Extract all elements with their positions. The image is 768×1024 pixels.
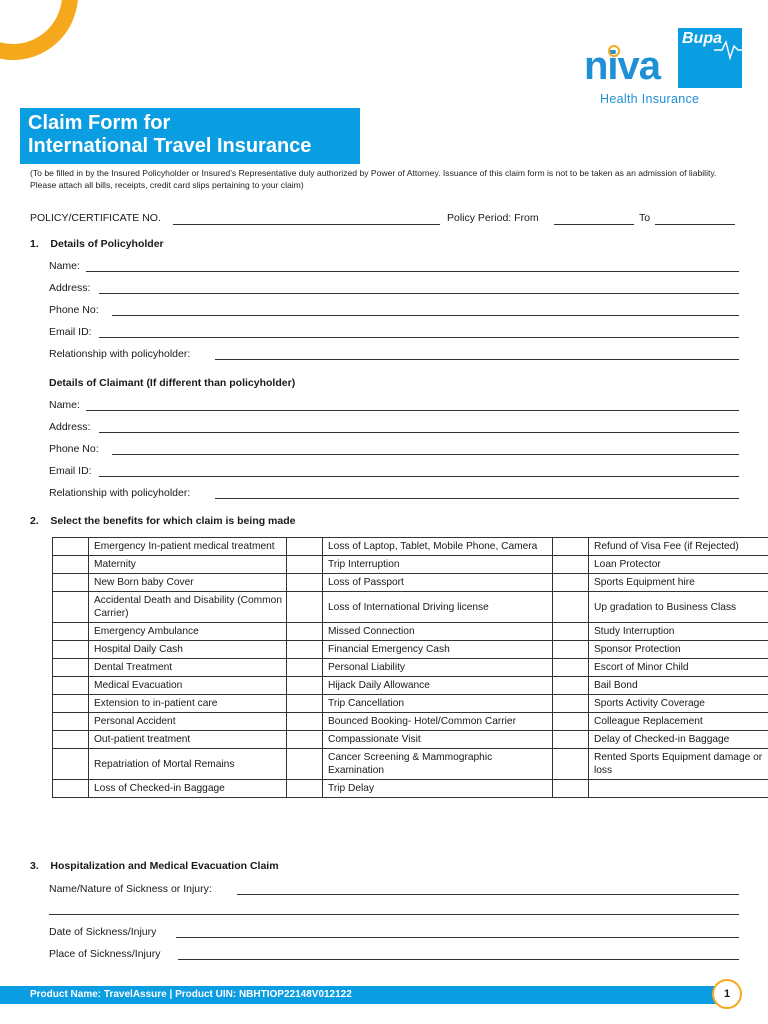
policyholder-email-field[interactable] [99, 337, 739, 338]
benefit-label: Emergency In-patient medical treatment [89, 538, 287, 556]
benefit-label: Personal Accident [89, 713, 287, 731]
claimant-phone-field[interactable] [112, 454, 739, 455]
benefit-checkbox[interactable] [53, 659, 89, 677]
benefit-checkbox[interactable] [553, 731, 589, 749]
section-3-heading: 3. Hospitalization and Medical Evacuation Claim [30, 860, 279, 872]
benefit-checkbox[interactable] [53, 780, 89, 798]
policyholder-relationship-label: Relationship with policyholder: [49, 348, 191, 360]
policyholder-name-field[interactable] [86, 271, 739, 272]
claimant-name-label: Name: [49, 399, 80, 411]
table-row [53, 677, 768, 695]
benefit-checkbox[interactable] [553, 592, 589, 623]
claimant-phone-label: Phone No: [49, 443, 99, 455]
period-to-label: To [639, 212, 651, 224]
benefit-label: Study Interruption [589, 623, 768, 641]
benefit-checkbox[interactable] [287, 677, 323, 695]
claimant-email-field[interactable] [99, 476, 739, 477]
sickness-nature-label: Name/Nature of Sickness or Injury: [49, 883, 212, 895]
benefit-label: Extension to in-patient care [89, 695, 287, 713]
section-1-heading: 1. Details of Policyholder [30, 238, 164, 250]
claimant-email-label: Email ID: [49, 465, 92, 477]
benefit-label: Loss of Laptop, Tablet, Mobile Phone, Camera [323, 538, 553, 556]
sickness-place-label: Place of Sickness/Injury [49, 948, 161, 960]
benefit-label: Accidental Death and Disability (Common Carrier) [89, 592, 287, 623]
benefit-label [589, 780, 768, 798]
benefit-label: Personal Liability [323, 659, 553, 677]
table-row [53, 780, 768, 798]
benefit-checkbox[interactable] [553, 556, 589, 574]
logo-dot-icon [608, 45, 620, 57]
benefit-label: Refund of Visa Fee (if Rejected) [589, 538, 768, 556]
benefit-label: Bail Bond [589, 677, 768, 695]
period-to-field[interactable] [655, 224, 735, 225]
benefit-checkbox[interactable] [287, 659, 323, 677]
benefit-checkbox[interactable] [287, 713, 323, 731]
table-row [53, 659, 768, 677]
sickness-date-field[interactable] [176, 937, 739, 938]
benefit-label: Emergency Ambulance [89, 623, 287, 641]
benefit-checkbox[interactable] [553, 623, 589, 641]
footer-bar: Product Name: TravelAssure | Product UIN: NBHTIOP22148V012122 [0, 986, 720, 1004]
table-row [53, 731, 768, 749]
benefit-checkbox[interactable] [287, 623, 323, 641]
benefit-checkbox[interactable] [53, 695, 89, 713]
benefit-label: Dental Treatment [89, 659, 287, 677]
policyholder-address-label: Address: [49, 282, 91, 294]
policy-number-field[interactable] [173, 224, 440, 225]
benefit-checkbox[interactable] [53, 538, 89, 556]
policy-period-label: Policy Period: From [447, 212, 539, 224]
title-line-1: Claim Form for [28, 112, 171, 134]
benefit-label: Rented Sports Equipment damage or loss [589, 749, 768, 780]
benefit-checkbox[interactable] [53, 677, 89, 695]
policyholder-phone-field[interactable] [112, 315, 739, 316]
niva-logo: niva [584, 44, 661, 88]
benefit-checkbox[interactable] [53, 749, 89, 780]
benefit-label: Missed Connection [323, 623, 553, 641]
benefit-checkbox[interactable] [53, 731, 89, 749]
benefit-checkbox[interactable] [287, 641, 323, 659]
benefit-label: Sponsor Protection [589, 641, 768, 659]
claimant-name-field[interactable] [86, 410, 739, 411]
benefit-checkbox[interactable] [53, 556, 89, 574]
benefit-checkbox[interactable] [287, 731, 323, 749]
benefit-label: Bounced Booking- Hotel/Common Carrier [323, 713, 553, 731]
period-from-field[interactable] [554, 224, 634, 225]
benefit-checkbox[interactable] [287, 538, 323, 556]
table-row [53, 695, 768, 713]
benefit-checkbox[interactable] [553, 749, 589, 780]
sickness-place-field[interactable] [178, 959, 739, 960]
benefit-label: Escort of Minor Child [589, 659, 768, 677]
table-row [53, 574, 768, 592]
benefit-checkbox[interactable] [553, 780, 589, 798]
benefit-checkbox[interactable] [287, 556, 323, 574]
benefit-label: Out-patient treatment [89, 731, 287, 749]
benefit-checkbox[interactable] [553, 677, 589, 695]
benefit-label: Compassionate Visit [323, 731, 553, 749]
benefit-label: Financial Emergency Cash [323, 641, 553, 659]
policyholder-address-field[interactable] [99, 293, 739, 294]
benefit-label: Up gradation to Business Class [589, 592, 768, 623]
benefits-table-body [53, 538, 768, 798]
benefit-label: Hospital Daily Cash [89, 641, 287, 659]
policy-number-label: POLICY/CERTIFICATE NO. [30, 212, 161, 224]
benefit-label: New Born baby Cover [89, 574, 287, 592]
policyholder-name-label: Name: [49, 260, 80, 272]
decorative-arc [0, 0, 96, 78]
page-number: 1 [712, 979, 742, 1009]
benefit-checkbox[interactable] [553, 641, 589, 659]
benefit-label: Sports Equipment hire [589, 574, 768, 592]
benefit-checkbox[interactable] [287, 574, 323, 592]
benefit-label: Colleague Replacement [589, 713, 768, 731]
benefit-checkbox[interactable] [53, 592, 89, 623]
claimant-address-field[interactable] [99, 432, 739, 433]
benefit-checkbox[interactable] [553, 695, 589, 713]
brand-subtitle: Health Insurance [600, 92, 700, 106]
table-row [53, 749, 768, 780]
claimant-address-label: Address: [49, 421, 91, 433]
policyholder-phone-label: Phone No: [49, 304, 99, 316]
sickness-nature-field-continued[interactable] [49, 914, 739, 915]
table-row [53, 623, 768, 641]
benefit-checkbox[interactable] [287, 749, 323, 780]
benefit-label: Loan Protector [589, 556, 768, 574]
table-row [53, 556, 768, 574]
benefit-checkbox[interactable] [553, 574, 589, 592]
benefit-label: Loss of Checked-in Baggage [89, 780, 287, 798]
benefit-checkbox[interactable] [287, 695, 323, 713]
claimant-relationship-field[interactable] [215, 498, 739, 499]
benefit-checkbox[interactable] [53, 574, 89, 592]
benefit-label: Maternity [89, 556, 287, 574]
benefit-checkbox[interactable] [53, 713, 89, 731]
table-row [53, 592, 768, 623]
benefit-label: Loss of Passport [323, 574, 553, 592]
benefit-label: Trip Delay [323, 780, 553, 798]
benefit-checkbox[interactable] [553, 659, 589, 677]
title-line-2: International Travel Insurance [28, 135, 312, 157]
benefit-label: Loss of International Driving license [323, 592, 553, 623]
intro-note: (To be filled in by the Insured Policyholder or Insured’s Representative duly authorized by Power of Attorney. Issuance of this claim form is not to be taken as an admission of liability. Please attach all bills, receipts, credit card slips pertaining to your claim) [30, 168, 717, 190]
benefit-label: Sports Activity Coverage [589, 695, 768, 713]
benefit-checkbox[interactable] [553, 713, 589, 731]
benefits-table [52, 537, 768, 798]
policyholder-email-label: Email ID: [49, 326, 92, 338]
benefit-label: Hijack Daily Allowance [323, 677, 553, 695]
benefit-checkbox[interactable] [53, 641, 89, 659]
benefit-label: Delay of Checked-in Baggage [589, 731, 768, 749]
sickness-nature-field[interactable] [237, 894, 739, 895]
benefit-label: Repatriation of Mortal Remains [89, 749, 287, 780]
benefit-label: Cancer Screening & Mammographic Examination [323, 749, 553, 780]
benefit-label: Trip Interruption [323, 556, 553, 574]
policyholder-relationship-field[interactable] [215, 359, 739, 360]
benefit-checkbox[interactable] [53, 623, 89, 641]
bupa-label: Bupa [682, 30, 722, 47]
benefit-checkbox[interactable] [553, 538, 589, 556]
benefit-checkbox[interactable] [287, 592, 323, 623]
table-row [53, 538, 768, 556]
benefit-checkbox[interactable] [287, 780, 323, 798]
table-row [53, 641, 768, 659]
claimant-relationship-label: Relationship with policyholder: [49, 487, 191, 499]
claimant-heading: Details of Claimant (If different than policyholder) [49, 377, 296, 389]
form-title [20, 108, 360, 164]
sickness-date-label: Date of Sickness/Injury [49, 926, 157, 938]
table-row [53, 713, 768, 731]
benefit-label: Medical Evacuation [89, 677, 287, 695]
benefit-label: Trip Cancellation [323, 695, 553, 713]
section-2-heading: 2. Select the benefits for which claim is being made [30, 515, 296, 527]
